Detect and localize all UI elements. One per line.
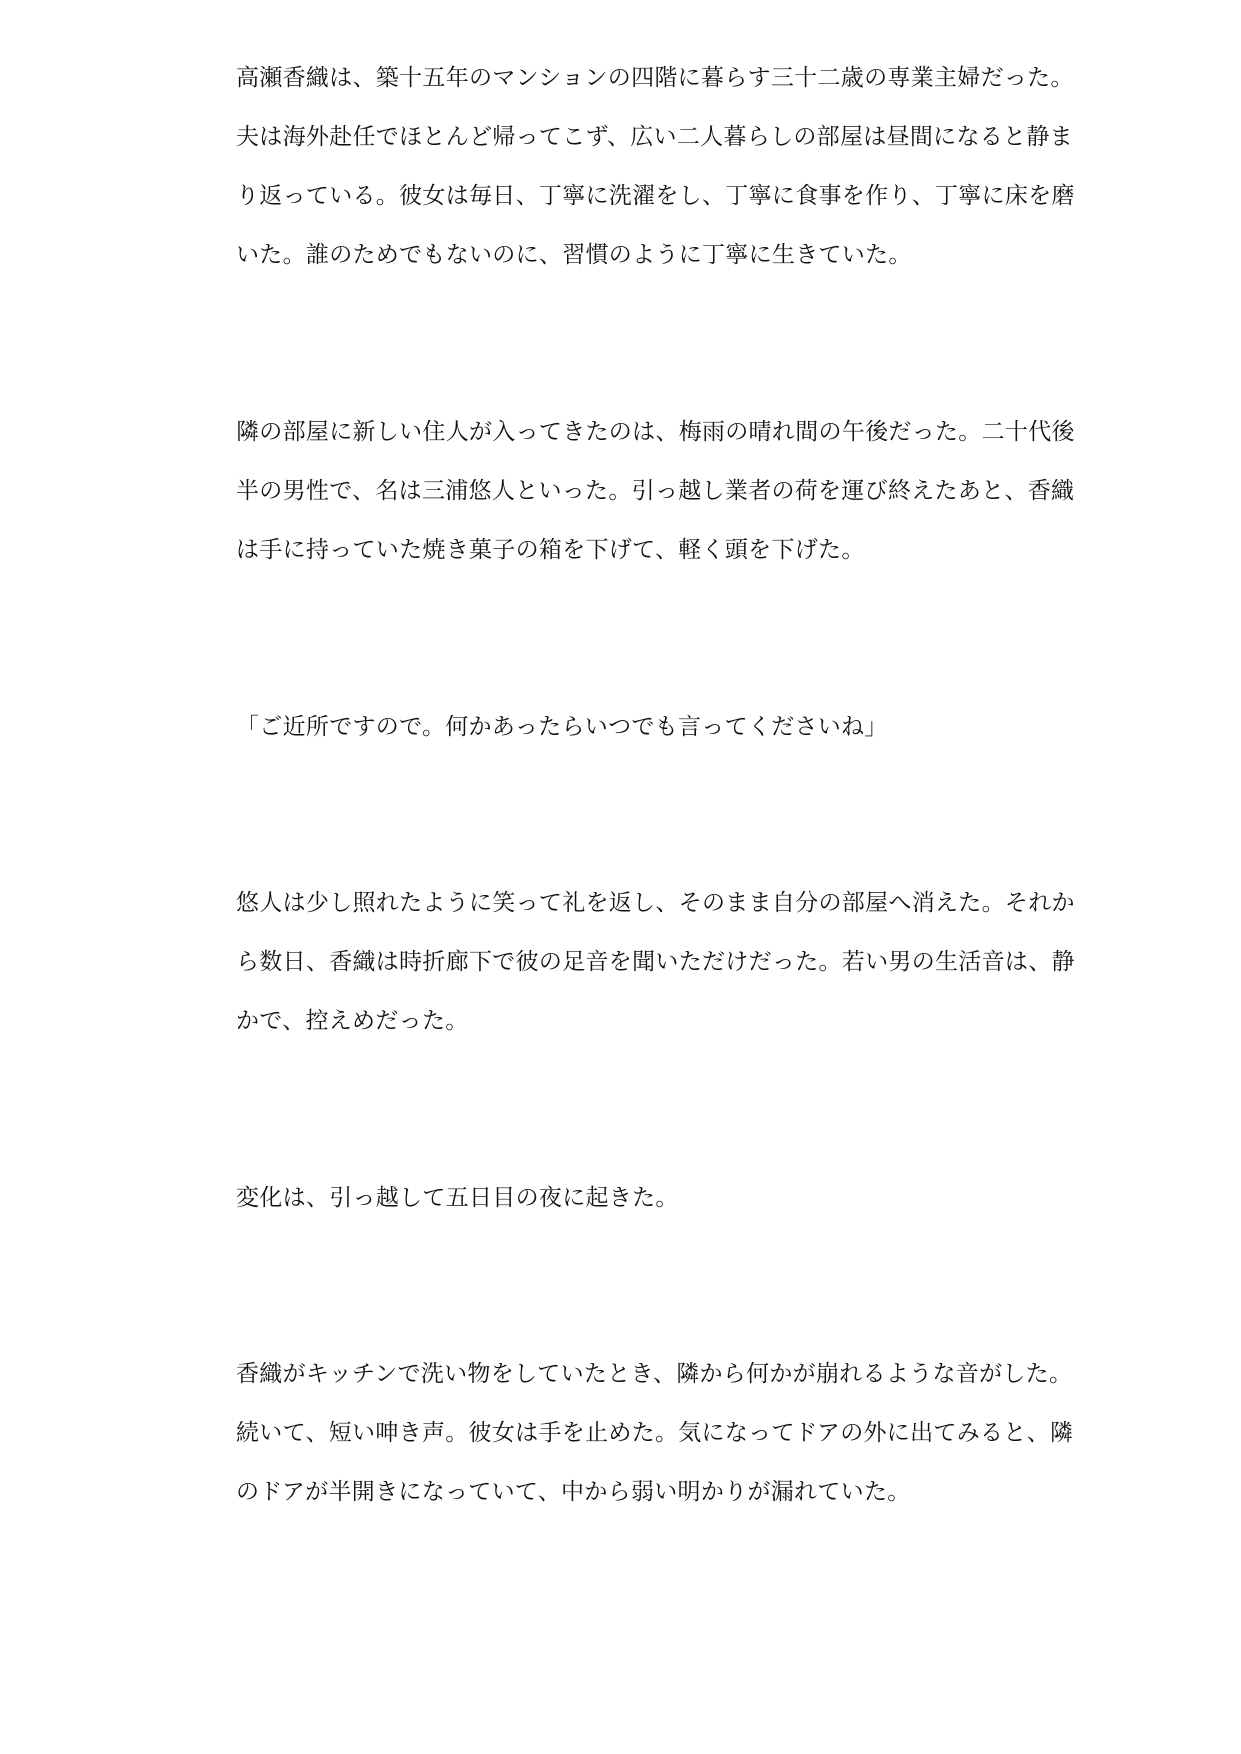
dialogue-line: 「ご近所ですので。何かあったらいつでも言ってくださいね」: [236, 714, 888, 740]
paragraph-6-line-3: のドアが半開きになっていて、中から弱い明かりが漏れていた。: [236, 1479, 911, 1505]
paragraph-4-line-2: ら数日、香織は時折廊下で彼の足音を聞いただけだった。若い男の生活音は、静: [236, 949, 1075, 975]
paragraph-4-line-3: かで、控えめだった。: [236, 1008, 469, 1034]
paragraph-6-line-2: 続いて、短い呻き声。彼女は手を止めた。気になってドアの外に出てみると、隣: [236, 1420, 1074, 1446]
paragraph-6-line-1: 香織がキッチンで洗い物をしていたとき、隣から何かが崩れるような音がした。: [236, 1361, 1073, 1387]
paragraph-5-line-1: 変化は、引っ越して五日目の夜に起きた。: [236, 1185, 679, 1211]
paragraph-1-line-4: いた。誰のためでもないのに、習慣のように丁寧に生きていた。: [236, 242, 912, 268]
paragraph-2-line-1: 隣の部屋に新しい住人が入ってきたのは、梅雨の晴れ間の午後だった。二十代後: [236, 419, 1075, 445]
paragraph-2-line-3: は手に持っていた焼き菓子の箱を下げて、軽く頭を下げた。: [236, 537, 865, 563]
paragraph-1-line-1: 高瀬香織は、築十五年のマンションの四階に暮らす三十二歳の専業主婦だった。: [236, 65, 1074, 91]
paragraph-1-line-2: 夫は海外赴任でほとんど帰ってこず、広い二人暮らしの部屋は昼間になると静ま: [236, 124, 1073, 150]
paragraph-4-line-1: 悠人は少し照れたように笑って礼を返し、そのまま自分の部屋へ消えた。それか: [236, 890, 1075, 916]
paragraph-1-line-3: り返っている。彼女は毎日、丁寧に洗濯をし、丁寧に食事を作り、丁寧に床を磨: [236, 183, 1075, 209]
paragraph-2-line-2: 半の男性で、名は三浦悠人といった。引っ越し業者の荷を運び終えたあと、香織: [236, 478, 1075, 504]
